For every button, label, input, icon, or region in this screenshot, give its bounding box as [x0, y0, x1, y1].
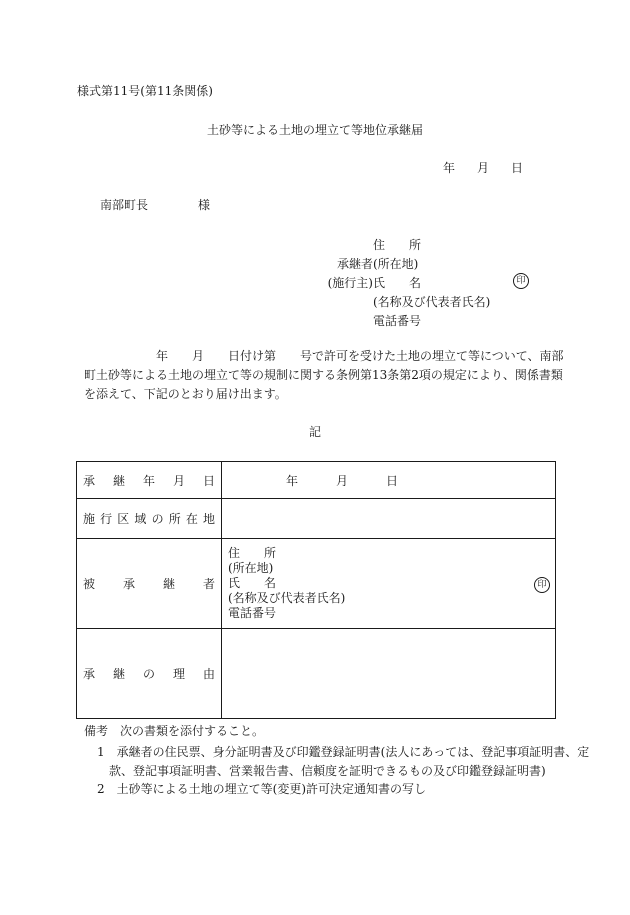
predecessor-name-sub: (名称及び代表者氏名)	[228, 591, 346, 605]
remarks-item-1	[97, 743, 590, 781]
addressee-honorific: 様	[198, 198, 211, 212]
body-line: を添えて、下記のとおり届け出ます。	[84, 387, 287, 401]
form-number: 様式第11号(第11条関係)	[77, 84, 213, 98]
submission-date	[443, 161, 523, 176]
document-title: 土砂等による土地の埋立て等地位承継届	[206, 123, 423, 137]
predecessor-address-label: 住 所	[228, 546, 277, 560]
reason-value[interactable]	[222, 629, 556, 719]
addressee	[100, 198, 210, 213]
remarks-line: 款、登記事項証明書、営業報告書、信頼度を証明できるもの及び印鑑登録証明書)	[97, 764, 546, 778]
table-row	[77, 539, 556, 629]
date-year: 年	[443, 161, 456, 175]
date-month: 月	[477, 161, 490, 175]
succession-date-value: 年 月 日	[222, 462, 556, 499]
applicant-name-sub: (名称及び代表者氏名)	[373, 295, 491, 309]
ki-heading: 記	[308, 425, 321, 439]
applicant-address-sub: (所在地)	[373, 257, 419, 271]
remarks-line: 1 承継者の住民票、身分証明書及び印鑑登録証明書(法人にあっては、登記事項証明書、定	[97, 745, 590, 759]
site-location-value[interactable]	[222, 499, 556, 539]
site-location-label: 施 行 区 域 の 所 在 地	[77, 499, 222, 539]
body-line: 年 月 日付け第 号で許可を受けた土地の埋立て等について、南部	[84, 349, 564, 363]
reason-label: 承 継 の 理 由	[77, 629, 222, 719]
applicant-role-sub: (施行主)	[327, 276, 373, 290]
applicant-block	[311, 236, 491, 331]
remarks-item-2: 2 土砂等による土地の埋立て等(変更)許可決定通知書の写し	[97, 782, 427, 796]
table-row	[77, 499, 556, 539]
predecessor-label: 被 承 継 者	[77, 539, 222, 629]
details-table	[76, 461, 556, 719]
addressee-name: 南部町長	[100, 198, 149, 212]
table-row	[77, 629, 556, 719]
succession-date-label: 承 継 年 月 日	[77, 462, 222, 499]
predecessor-value[interactable]	[222, 539, 556, 629]
predecessor-address-sub: (所在地)	[228, 561, 274, 575]
table-row	[77, 462, 556, 499]
seal-icon: 印	[534, 577, 550, 593]
date-day: 日	[511, 161, 524, 175]
predecessor-name-label: 氏 名	[228, 576, 277, 590]
seal-icon: 印	[513, 273, 529, 289]
body-line: 町土砂等による土地の埋立て等の規制に関する条例第13条第2項の規定により、関係書類	[84, 368, 563, 382]
remarks-heading: 備考 次の書類を添付すること。	[84, 724, 265, 738]
applicant-address-label: 住 所	[373, 238, 422, 252]
applicant-name-label: 氏 名	[373, 276, 422, 290]
applicant-role: 承継者	[336, 257, 373, 271]
body-paragraph	[84, 347, 564, 404]
predecessor-phone-label: 電話番号	[228, 606, 277, 620]
applicant-phone-label: 電話番号	[373, 314, 422, 328]
